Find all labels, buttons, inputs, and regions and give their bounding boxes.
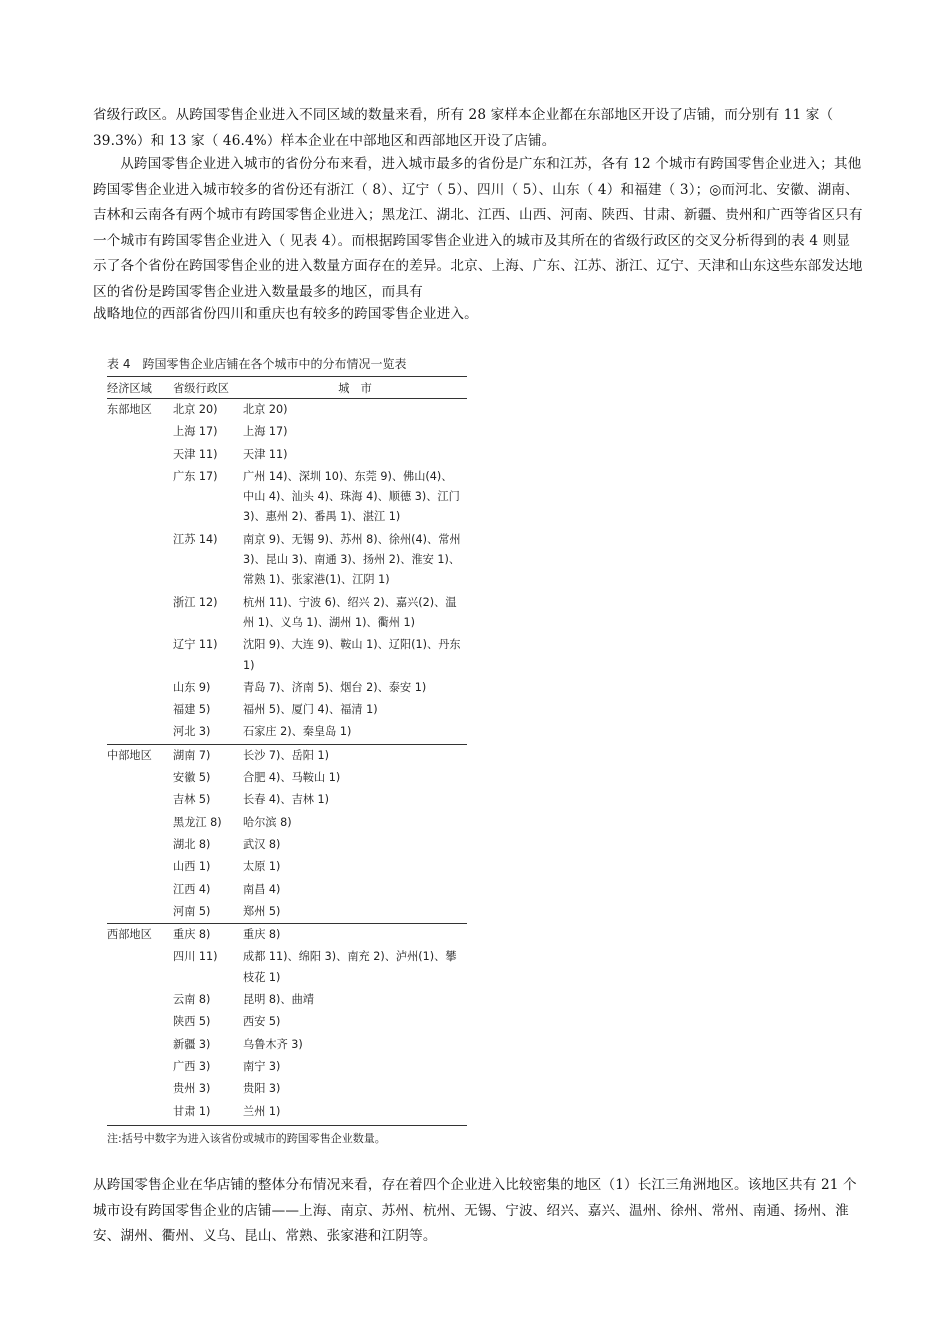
table-4 (107, 354, 467, 1146)
cities-cell: 南京 9)、无锡 9)、苏州 8)、徐州(4)、常州 3)、昆山 3)、南通 3)、扬州 2)、淮安 1)、常熟 1)、张家港(1)、江阴 1) (243, 532, 461, 587)
cities-cell: 福州 5)、厦门 4)、福清 1) (243, 703, 378, 717)
table-row (107, 1056, 467, 1078)
table-row (107, 634, 467, 677)
region-cell (107, 592, 173, 635)
table-row (107, 856, 467, 878)
region-cell: 东部地区 (107, 403, 152, 416)
table-row (107, 901, 467, 924)
cities-cell: 北京 20) (243, 403, 288, 416)
table-row (107, 466, 467, 529)
province-cell: 江苏 14) (173, 532, 218, 546)
province-cell: 北京 20) (173, 403, 218, 416)
region-cell (107, 677, 173, 699)
table-row (107, 1034, 467, 1056)
region-cell (107, 767, 173, 789)
region-cell (107, 421, 173, 443)
table-header-row (107, 377, 467, 399)
region-cell (107, 989, 173, 1011)
province-cell: 浙江 12) (173, 595, 218, 609)
table-row (107, 946, 467, 989)
table-row (107, 924, 467, 947)
header-province: 省级行政区 (173, 377, 243, 399)
region-cell (107, 1034, 173, 1056)
table-row (107, 699, 467, 721)
cities-cell: 杭州 11)、宁波 6)、绍兴 2)、嘉兴(2)、温州 1)、义乌 1)、湖州 1)、衢州 1) (243, 595, 457, 629)
region-cell (107, 721, 173, 744)
table-row (107, 789, 467, 811)
province-cell: 重庆 8) (173, 924, 243, 947)
table-row (107, 529, 467, 592)
table-row (107, 744, 467, 767)
province-cell: 黑龙江 8) (173, 815, 222, 829)
province-cell: 湖南 7) (173, 744, 243, 767)
cities-cell: 南昌 4) (243, 882, 281, 896)
cities-cell: 西安 5) (243, 1015, 281, 1029)
table-row (107, 444, 467, 466)
table-row (107, 721, 467, 744)
region-cell (107, 1011, 173, 1033)
region-cell (107, 634, 173, 677)
cities-cell: 郑州 5) (243, 904, 281, 918)
cities-cell: 广州 14)、深圳 10)、东莞 9)、佛山(4)、中山 4)、汕头 4)、珠海 4)、顺德 3)、江门 3)、惠州 2)、番禺 1)、湛江 1) (243, 469, 460, 524)
region-cell (107, 1078, 173, 1100)
region-cell (107, 879, 173, 901)
province-cell: 吉林 5) (173, 793, 211, 807)
region-cell: 中部地区 (107, 744, 173, 767)
cities-cell: 贵阳 3) (243, 1082, 281, 1096)
table-row (107, 812, 467, 834)
region-cell (107, 1056, 173, 1078)
paragraph-3: 战略地位的西部省份四川和重庆也有较多的跨国零售企业进入。 (93, 306, 478, 322)
region-cell (107, 812, 173, 834)
table-row (107, 592, 467, 635)
province-cell: 山西 1) (173, 860, 211, 874)
region-cell: 西部地区 (107, 924, 173, 947)
table-row (107, 1078, 467, 1100)
cities-cell: 兰州 1) (243, 1104, 281, 1118)
table-body (107, 399, 467, 1123)
cities-cell: 天津 11) (243, 447, 288, 461)
table-note: 注:括号中数字为进入该省份或城市的跨国零售企业数量。 (107, 1125, 467, 1146)
region-cell (107, 1101, 173, 1123)
province-cell: 云南 8) (173, 993, 211, 1007)
table-row (107, 1011, 467, 1033)
header-cities: 城 市 (243, 377, 467, 399)
province-cell: 辽宁 11) (173, 638, 218, 652)
cities-cell: 昆明 8)、曲靖 (243, 993, 314, 1007)
province-cell: 新疆 3) (173, 1037, 211, 1051)
table-row (107, 879, 467, 901)
cities-cell: 成都 11)、绵阳 3)、南充 2)、泸州(1)、攀枝花 1) (243, 950, 457, 984)
table-row (107, 989, 467, 1011)
province-cell: 山东 9) (173, 680, 211, 694)
table-row (107, 399, 467, 422)
paragraph-4: 从跨国零售企业在华店铺的整体分布情况来看，存在着四个企业进入比较密集的地区（1）长江三角洲地区。该地区共有 21 个城市设有跨国零售企业的店铺——上海、南京、苏州、杭州、无锡、宁波、绍兴、嘉兴、温州、徐州、常州、南通、扬州、淮安、湖州、衢州、义乌、昆山、常熟、张家港和江阴等。 (93, 1177, 857, 1244)
province-cell: 湖北 8) (173, 837, 211, 851)
cities-cell: 合肥 4)、马鞍山 1) (243, 771, 341, 785)
province-cell: 广西 3) (173, 1059, 211, 1073)
region-cell (107, 466, 173, 529)
cities-cell: 青岛 7)、济南 5)、烟台 2)、泰安 1) (243, 680, 427, 694)
table-row (107, 767, 467, 789)
region-cell (107, 789, 173, 811)
province-cell: 甘肃 1) (173, 1104, 211, 1118)
cities-cell: 长春 4)、吉林 1) (243, 793, 330, 807)
province-cell: 上海 17) (173, 425, 218, 439)
cities-cell: 上海 17) (243, 425, 288, 439)
table-row (107, 421, 467, 443)
cities-cell: 哈尔滨 8) (243, 815, 292, 829)
region-cell (107, 946, 173, 989)
province-cell: 陕西 5) (173, 1015, 211, 1029)
region-cell (107, 901, 173, 924)
table-row (107, 834, 467, 856)
cities-cell: 重庆 8) (243, 924, 467, 947)
cities-cell: 沈阳 9)、大连 9)、鞍山 1)、辽阳(1)、丹东 1) (243, 638, 461, 672)
table-row (107, 677, 467, 699)
distribution-table (107, 376, 467, 1123)
province-cell: 安徽 5) (173, 771, 211, 785)
paragraph-1: 省级行政区。从跨国零售企业进入不同区域的数量来看，所有 28 家样本企业都在东部地区开设了店铺，而分别有 11 家（ 39.3%）和 13 家（ 46.4%）样本企业在中部地区和西部地区开设了店铺。 (93, 107, 834, 149)
province-cell: 河南 5) (173, 904, 211, 918)
cities-cell: 南宁 3) (243, 1059, 281, 1073)
region-cell (107, 834, 173, 856)
table-caption: 表 4 跨国零售企业店铺在各个城市中的分布情况一览表 (107, 357, 407, 371)
province-cell: 福建 5) (173, 703, 211, 717)
region-cell (107, 444, 173, 466)
province-cell: 广东 17) (173, 469, 218, 483)
region-cell (107, 529, 173, 592)
table-row (107, 1101, 467, 1123)
cities-cell: 长沙 7)、岳阳 1) (243, 744, 467, 767)
region-cell (107, 699, 173, 721)
region-cell (107, 856, 173, 878)
province-cell: 贵州 3) (173, 1082, 211, 1096)
cities-cell: 石家庄 2)、秦皇岛 1) (243, 725, 352, 739)
paragraph-2: 从跨国零售企业进入城市的省份分布来看，进入城市最多的省份是广东和江苏，各有 12 个城市有跨国零售企业进入；其他跨国零售企业进入城市较多的省份还有浙江（ 8）、辽宁（ 5）、四川（ 5）、山东（ 4）和福建（ 3）；◎而河北、安徽、湖南、吉林和云南各有两个城市有跨国零售企业进入；黑龙江、湖北、江西、山西、河南、陕西、甘肃、新疆、贵州和广西等省区只有一个城市有跨国零售企业进入（ 见表 4）。而根据跨国零售企业进入的城市及其所在的省级行政区的交叉分析得到的表 4 则显示了各个省份在跨国零售企业的进入数量方面存在的差异。北京、上海、广东、江苏、浙江、辽宁、天津和山东这些东部发达地区的省份是跨国零售企业进入数量最多的地区，而具有 (93, 156, 863, 300)
province-cell: 天津 11) (173, 447, 218, 461)
province-cell: 四川 11) (173, 950, 218, 964)
province-cell: 河北 3) (173, 725, 211, 739)
cities-cell: 太原 1) (243, 860, 281, 874)
cities-cell: 乌鲁木齐 3) (243, 1037, 303, 1051)
cities-cell: 武汉 8) (243, 837, 281, 851)
header-region: 经济区域 (107, 377, 173, 399)
province-cell: 江西 4) (173, 882, 211, 896)
